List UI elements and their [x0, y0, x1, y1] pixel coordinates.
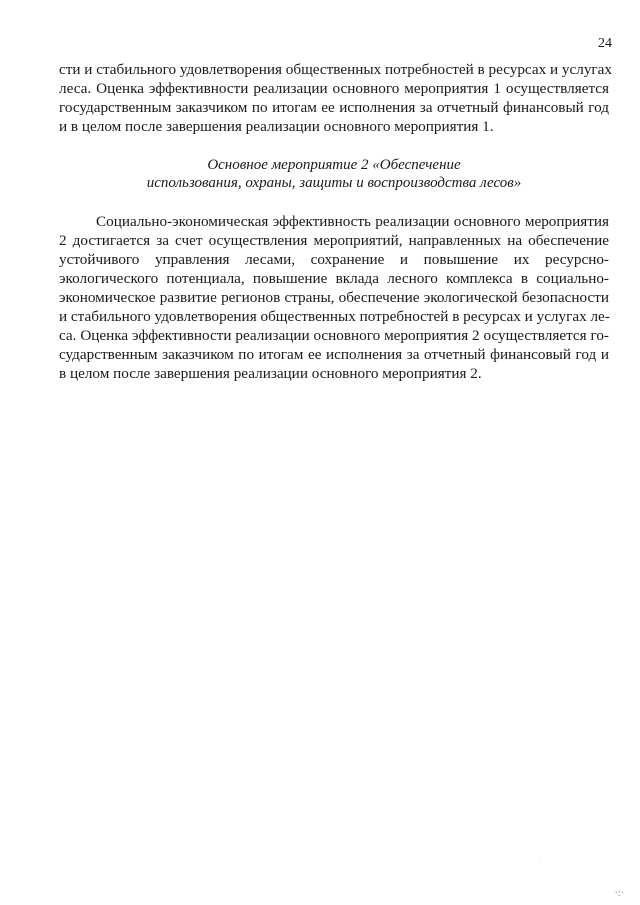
text-line: Социально-экономическая эффективность реализации основного мероприятия: [96, 213, 609, 230]
text-line: сти и стабильного удовлетворения общественных потребностей в ресурсах и услугах: [59, 61, 612, 78]
text-line: экологического потенциала, повышение вклада лесного комплекса в социально-: [59, 270, 609, 287]
heading-line: Основное мероприятие 2 «Обеспечение: [207, 157, 461, 173]
text-line: государственным заказчиком по итогам ее исполнения за отчетный финансовый год: [59, 99, 609, 116]
text-line: сударственным заказчиком по итогам ее исполнения за отчетный финансовый год и: [59, 346, 609, 363]
text-line: са. Оценка эффективности реализации основного мероприятия 2 осуществляется го-: [59, 327, 609, 344]
text-line: устойчивого управления лесами, сохранение и повышение их ресурсно-: [59, 251, 609, 268]
page-number: 24: [598, 36, 612, 51]
heading-line: использования, охраны, защиты и воспроизводства лесов»: [146, 175, 522, 191]
section-heading: [59, 156, 609, 192]
text-line: и в целом после завершения реализации основного мероприятия 1.: [59, 118, 494, 135]
page-content: [59, 60, 612, 383]
scan-artifact: ·:·: [614, 888, 624, 899]
paragraph-main: [59, 212, 609, 383]
text-line: экономическое развитие регионов страны, обеспечение экологической безопасности: [59, 289, 609, 306]
text-line: и стабильного удовлетворения общественных потребностей в ресурсах и услугах ле-: [59, 308, 610, 325]
text-line: в целом после завершения реализации основного мероприятия 2.: [59, 365, 482, 382]
paragraph-continuation: [59, 60, 612, 136]
text-line: 2 достигается за счет осуществления мероприятий, направленных на обеспечение: [59, 232, 609, 249]
text-line: леса. Оценка эффективности реализации основного мероприятия 1 осуществляется: [59, 80, 609, 97]
scan-artifact: ·: [538, 857, 540, 863]
